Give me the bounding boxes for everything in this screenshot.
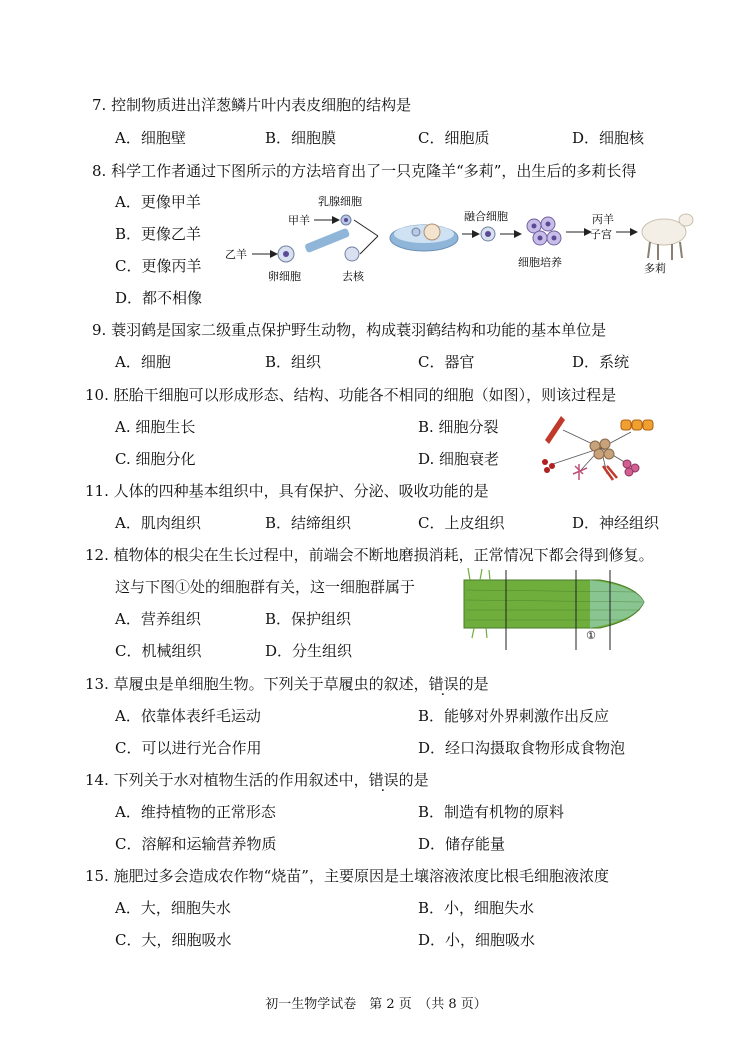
option-d: D．细胞核 — [572, 129, 645, 147]
question-14 — [85, 769, 429, 790]
option-c: C. 细胞分化 — [115, 450, 196, 468]
cell-culture-icon — [527, 217, 561, 245]
option-c: C．大，细胞吸水 — [115, 931, 232, 949]
option-b: B．制造有机物的原料 — [418, 803, 565, 821]
label-peiyang: 细胞培养 — [518, 256, 562, 269]
question-number: 12. — [85, 546, 109, 564]
smooth-muscle-icon — [603, 466, 617, 480]
blood-cell-icon — [542, 459, 555, 473]
root-tip-figure — [460, 566, 650, 654]
question-9 — [92, 319, 606, 340]
question-8 — [92, 160, 636, 181]
option-c: C．机械组织 — [115, 642, 202, 660]
option-d: D．分生组织 — [265, 642, 353, 660]
option-b: B．保护组织 — [265, 610, 352, 628]
option-d: D．系统 — [572, 353, 630, 371]
label-jia: 甲羊 — [288, 214, 310, 227]
option-a: A．细胞壁 — [115, 129, 186, 147]
pipette-icon — [304, 228, 350, 254]
option-c: C．上皮组织 — [418, 514, 505, 532]
marker-1: ① — [586, 629, 596, 642]
nerve-cell-icon — [573, 464, 587, 480]
question-stem-emphasis: 错误 — [428, 675, 459, 693]
sheep-icon — [642, 214, 693, 260]
question-stem: 人体的四种基本组织中，具有保护、分泌、吸收功能的是 — [113, 482, 489, 500]
question-number: 7. — [92, 96, 107, 114]
question-15 — [85, 865, 609, 886]
option-a: A．更像甲羊 — [115, 193, 201, 211]
option-d: D．经口沟摄取食物形成食物泡 — [418, 739, 626, 757]
option-a: A. 细胞生长 — [115, 418, 196, 436]
question-stem-line2: 这与下图①处的细胞群有关，这一细胞群属于 — [115, 578, 416, 596]
option-b: B．能够对外界刺激作出反应 — [418, 707, 610, 725]
fat-cell-icon — [621, 420, 653, 430]
question-number: 8. — [92, 162, 107, 180]
question-11 — [85, 480, 489, 501]
option-a: A．肌肉组织 — [115, 514, 201, 532]
question-12 — [85, 544, 654, 565]
option-c: C．器官 — [418, 353, 475, 371]
question-stem: 科学工作者通过下图所示的方法培育出了一只克隆羊“多莉”，出生后的多莉长得 — [111, 162, 637, 180]
option-b: B．细胞膜 — [265, 129, 337, 147]
question-13 — [85, 673, 489, 694]
option-c: C．溶解和运输营养物质 — [115, 835, 277, 853]
option-b: B．小，细胞失水 — [418, 899, 535, 917]
option-d: D．储存能量 — [418, 835, 506, 853]
label-bing-2: 子宫 — [590, 228, 612, 241]
question-stem-pre: 草履虫是单细胞生物。下列关于草履虫的叙述， — [113, 675, 429, 693]
label-ruxian: 乳腺细胞 — [318, 195, 362, 208]
question-stem: 施肥过多会造成农作物“烧苗”，主要原因是土壤溶液浓度比根毛细胞液浓度 — [113, 867, 609, 885]
option-a: A．大，细胞失水 — [115, 899, 231, 917]
epithelial-cell-icon — [623, 460, 639, 476]
stem-cell-figure — [535, 408, 665, 486]
label-bing-1: 丙羊 — [592, 213, 614, 226]
question-stem: 胚胎干细胞可以形成形态、结构、功能各不相同的细胞（如图），则该过程是 — [113, 386, 617, 404]
muscle-cell-icon — [545, 416, 565, 444]
option-c: C．可以进行光合作用 — [115, 739, 262, 757]
option-d: D. 细胞衰老 — [418, 450, 500, 468]
question-7 — [92, 94, 411, 115]
label-duoli: 多莉 — [644, 262, 666, 275]
question-stem-post: 的是 — [458, 675, 489, 693]
enucleated-egg-icon — [345, 247, 359, 261]
question-number: 15. — [85, 867, 109, 885]
option-b: B．组织 — [265, 353, 322, 371]
option-c: C．细胞质 — [418, 129, 490, 147]
question-number: 9. — [92, 321, 107, 339]
page-footer: 初一生物学试卷 第 2 页 （共 8 页） — [265, 997, 487, 1012]
option-d: D．神经组织 — [572, 514, 660, 532]
option-a: A．维持植物的正常形态 — [115, 803, 276, 821]
question-number: 11. — [85, 482, 109, 500]
cloning-figure — [220, 190, 700, 282]
question-stem-post: 的是 — [398, 771, 429, 789]
question-number: 10. — [85, 386, 109, 404]
option-b: B．更像乙羊 — [115, 225, 202, 243]
question-stem-pre: 下列关于水对植物生活的作用叙述中， — [113, 771, 369, 789]
label-ronghe: 融合细胞 — [464, 210, 508, 223]
label-quhe: 去核 — [342, 270, 364, 282]
option-a: A．细胞 — [115, 353, 171, 371]
label-yi: 乙羊 — [225, 248, 247, 261]
option-d: D．小，细胞吸水 — [418, 931, 536, 949]
question-stem: 蓑羽鹤是国家二级重点保护野生动物，构成蓑羽鹤结构和功能的基本单位是 — [111, 321, 607, 339]
option-a: A．营养组织 — [115, 610, 201, 628]
question-stem-emphasis: 错误 — [368, 771, 399, 789]
option-d: D．都不相像 — [115, 289, 203, 307]
question-number: 13. — [85, 675, 109, 693]
question-10 — [85, 384, 616, 405]
option-c: C．更像丙羊 — [115, 257, 202, 275]
option-a: A．依靠体表纤毛运动 — [115, 707, 261, 725]
option-b: B. 细胞分裂 — [418, 418, 499, 436]
label-luan: 卵细胞 — [268, 270, 301, 282]
question-stem: 植物体的根尖在生长过程中，前端会不断地磨损消耗，正常情况下都会得到修复。 — [113, 546, 654, 564]
option-b: B．结缔组织 — [265, 514, 352, 532]
question-stem: 控制物质进出洋葱鳞片叶内表皮细胞的结构是 — [111, 96, 412, 114]
question-number: 14. — [85, 771, 109, 789]
